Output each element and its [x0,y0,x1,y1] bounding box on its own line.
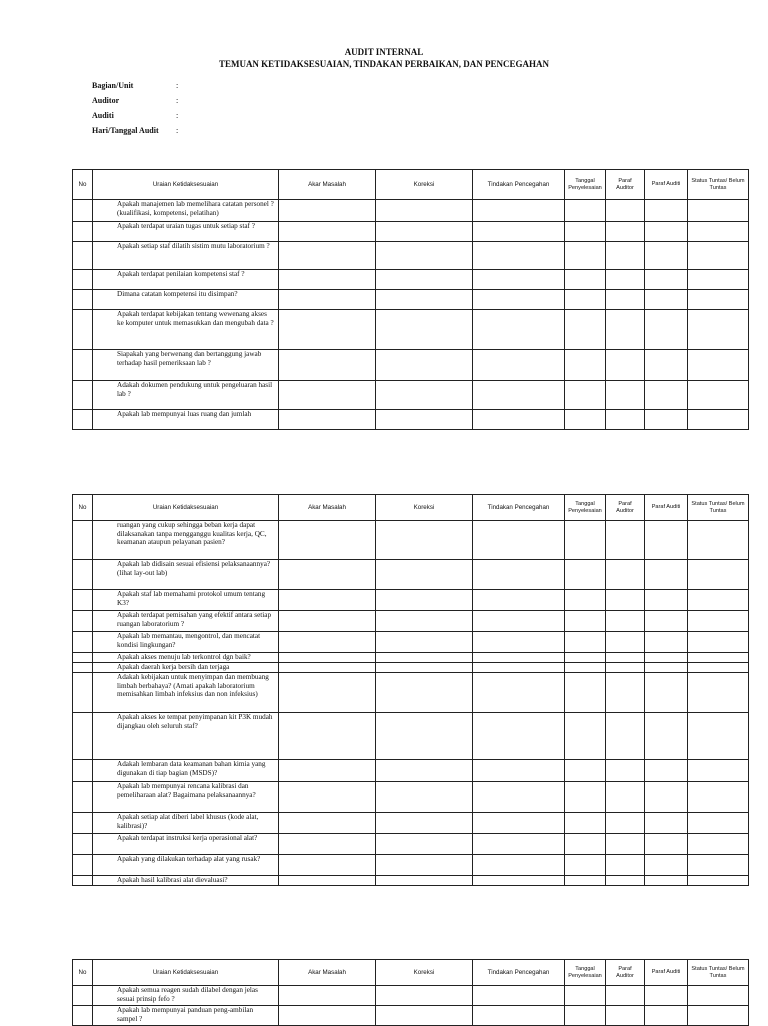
table-row [73,590,749,611]
table-row [73,713,749,760]
table-row [73,222,749,242]
header-paraf-auditi: Paraf Auditi [645,495,688,521]
uraian-cell: Apakah setiap staf dilatih sistim mutu laboratorium ? [93,242,279,270]
table-row [73,521,749,560]
table-row [73,410,749,430]
table-row [73,350,749,381]
uraian-cell: Adakah dokumen pendukung untuk pengeluaran hasil lab ? [93,381,279,410]
uraian-cell: Apakah staf lab memahami protokol umum tentang K3? [93,590,279,611]
uraian-cell: Adakah lembaran data keamanan bahan kimia yang digunakan di tiap bagian (MSDS)? [93,760,279,782]
uraian-cell: Apakah terdapat penilaian kompetensi staf ? [93,270,279,290]
table-row [73,1006,749,1026]
uraian-cell: Apakah akses ke tempat penyimpanan kit P3K mudah dijangkau oleh seluruh staf? [93,713,279,760]
header-no: No [73,170,93,200]
table-row [73,813,749,834]
uraian-cell: Apakah hasil kalibrasi alat dievaluasi? [93,876,279,886]
table-row [73,855,749,876]
meta-tanggal: Hari/Tanggal Audit : [92,126,179,135]
table-row [73,663,749,673]
header-status: Status Tuntas/ Belum Tuntas [688,960,749,986]
header-akar: Akar Masalah [279,960,376,986]
uraian-cell: Apakah manajemen lab memelihara catatan personel ? (kualifikasi, kompetensi, pelatihan) [93,200,279,222]
audit-table-2 [72,494,749,886]
header-no: No [73,495,93,521]
uraian-cell: Apakah lab memantau, mengontrol, dan mencatat kondisi lingkungan? [93,632,279,653]
header-status: Status Tuntas/ Belum Tuntas [688,170,749,200]
header-akar: Akar Masalah [279,170,376,200]
table-header [73,170,749,200]
header-tindakan: Tindakan Pencegahan [473,495,565,521]
audit-table-3 [72,959,749,1026]
table-row [73,310,749,350]
uraian-cell: Apakah akses menuju lab terkontrol dgn baik? [93,653,279,663]
header-koreksi: Koreksi [376,170,473,200]
uraian-cell: Apakah semua reagen sudah dilabel dengan jelas sesuai prinsip fefo ? [93,986,279,1006]
table-row [73,834,749,855]
table-header [73,960,749,986]
uraian-cell: Apakah daerah kerja bersih dan terjaga [93,663,279,673]
uraian-cell: Apakah lab didisain sesuai efisiensi pelaksanaannya? (lihat lay-out lab) [93,560,279,590]
meta-bagian: Bagian/Unit : [92,81,179,90]
table-row [73,760,749,782]
header-uraian: Uraian Ketidaksesuaian [93,960,279,986]
meta-auditor: Auditor : [92,96,179,105]
uraian-cell: Apakah lab mempunyai luas ruang dan jumlah [93,410,279,430]
table-row [73,200,749,222]
meta-auditi: Auditi : [92,111,179,120]
header-tanggal: Tanggal Penyelesaian [565,170,606,200]
header-akar: Akar Masalah [279,495,376,521]
uraian-cell: Apakah terdapat uraian tugas untuk setiap staf ? [93,222,279,242]
table-row [73,270,749,290]
table-row [73,876,749,886]
uraian-cell: Apakah setiap alat diberi label khusus (kode alat, kalibrasi)? [93,813,279,834]
uraian-cell: ruangan yang cukup sehingga beban kerja dapat dilaksanakan tanpa mengganggu kualitas kerja, QC, keamanan ataupun pelayanan pasien? [93,521,279,560]
uraian-cell: Apakah lab mempunyai panduan peng-ambilan sampel ? [93,1006,279,1026]
table-row [73,242,749,270]
table-row [73,611,749,632]
audit-table-1 [72,169,749,430]
header-paraf-auditor: Paraf Auditor [606,170,645,200]
document-title: AUDIT INTERNAL [344,47,424,57]
header-koreksi: Koreksi [376,495,473,521]
header-paraf-auditor: Paraf Auditor [606,960,645,986]
table-row [73,653,749,663]
header-tindakan: Tindakan Pencegahan [473,960,565,986]
header-paraf-auditi: Paraf Auditi [645,170,688,200]
document-subtitle: TEMUAN KETIDAKSESUAIAN, TINDAKAN PERBAIKAN, DAN PENCEGAHAN [218,59,550,69]
table-row [73,673,749,713]
uraian-cell: Adakah kebijakan untuk menyimpan dan membuang limbah berbahaya? (Amati apakah laboratorium memisahkan limbah infeksius dan non infeksius) [93,673,279,713]
header-no: No [73,960,93,986]
uraian-cell: Apakah yang dilakukan terhadap alat yang rusak? [93,855,279,876]
header-paraf-auditor: Paraf Auditor [606,495,645,521]
header-tindakan: Tindakan Pencegahan [473,170,565,200]
header-status: Status Tuntas/ Belum Tuntas [688,495,749,521]
uraian-cell: Siapakah yang berwenang dan bertanggung jawab terhadap hasil pemeriksaan lab ? [93,350,279,381]
header-tanggal: Tanggal Penyelesaian [565,960,606,986]
table-row [73,381,749,410]
uraian-cell: Dimana catatan kompetensi itu disimpan? [93,290,279,310]
header-tanggal: Tanggal Penyelesaian [565,495,606,521]
header-paraf-auditi: Paraf Auditi [645,960,688,986]
table-row [73,986,749,1006]
uraian-cell: Apakah terdapat pemisahan yang efektif antara setiap ruangan laboratorium ? [93,611,279,632]
table-row [73,560,749,590]
header-uraian: Uraian Ketidaksesuaian [93,495,279,521]
table-row [73,632,749,653]
uraian-cell: Apakah lab mempunyai rencana kalibrasi dan pemeliharaan alat? Bagaimana pelaksanaannya? [93,782,279,813]
table-header [73,495,749,521]
header-uraian: Uraian Ketidaksesuaian [93,170,279,200]
uraian-cell: Apakah terdapat kebijakan tentang wewenang akses ke komputer untuk memasukkan dan mengubah data ? [93,310,279,350]
table-row [73,782,749,813]
uraian-cell: Apakah terdapat instruksi kerja operasional alat? [93,834,279,855]
table-row [73,290,749,310]
header-koreksi: Koreksi [376,960,473,986]
